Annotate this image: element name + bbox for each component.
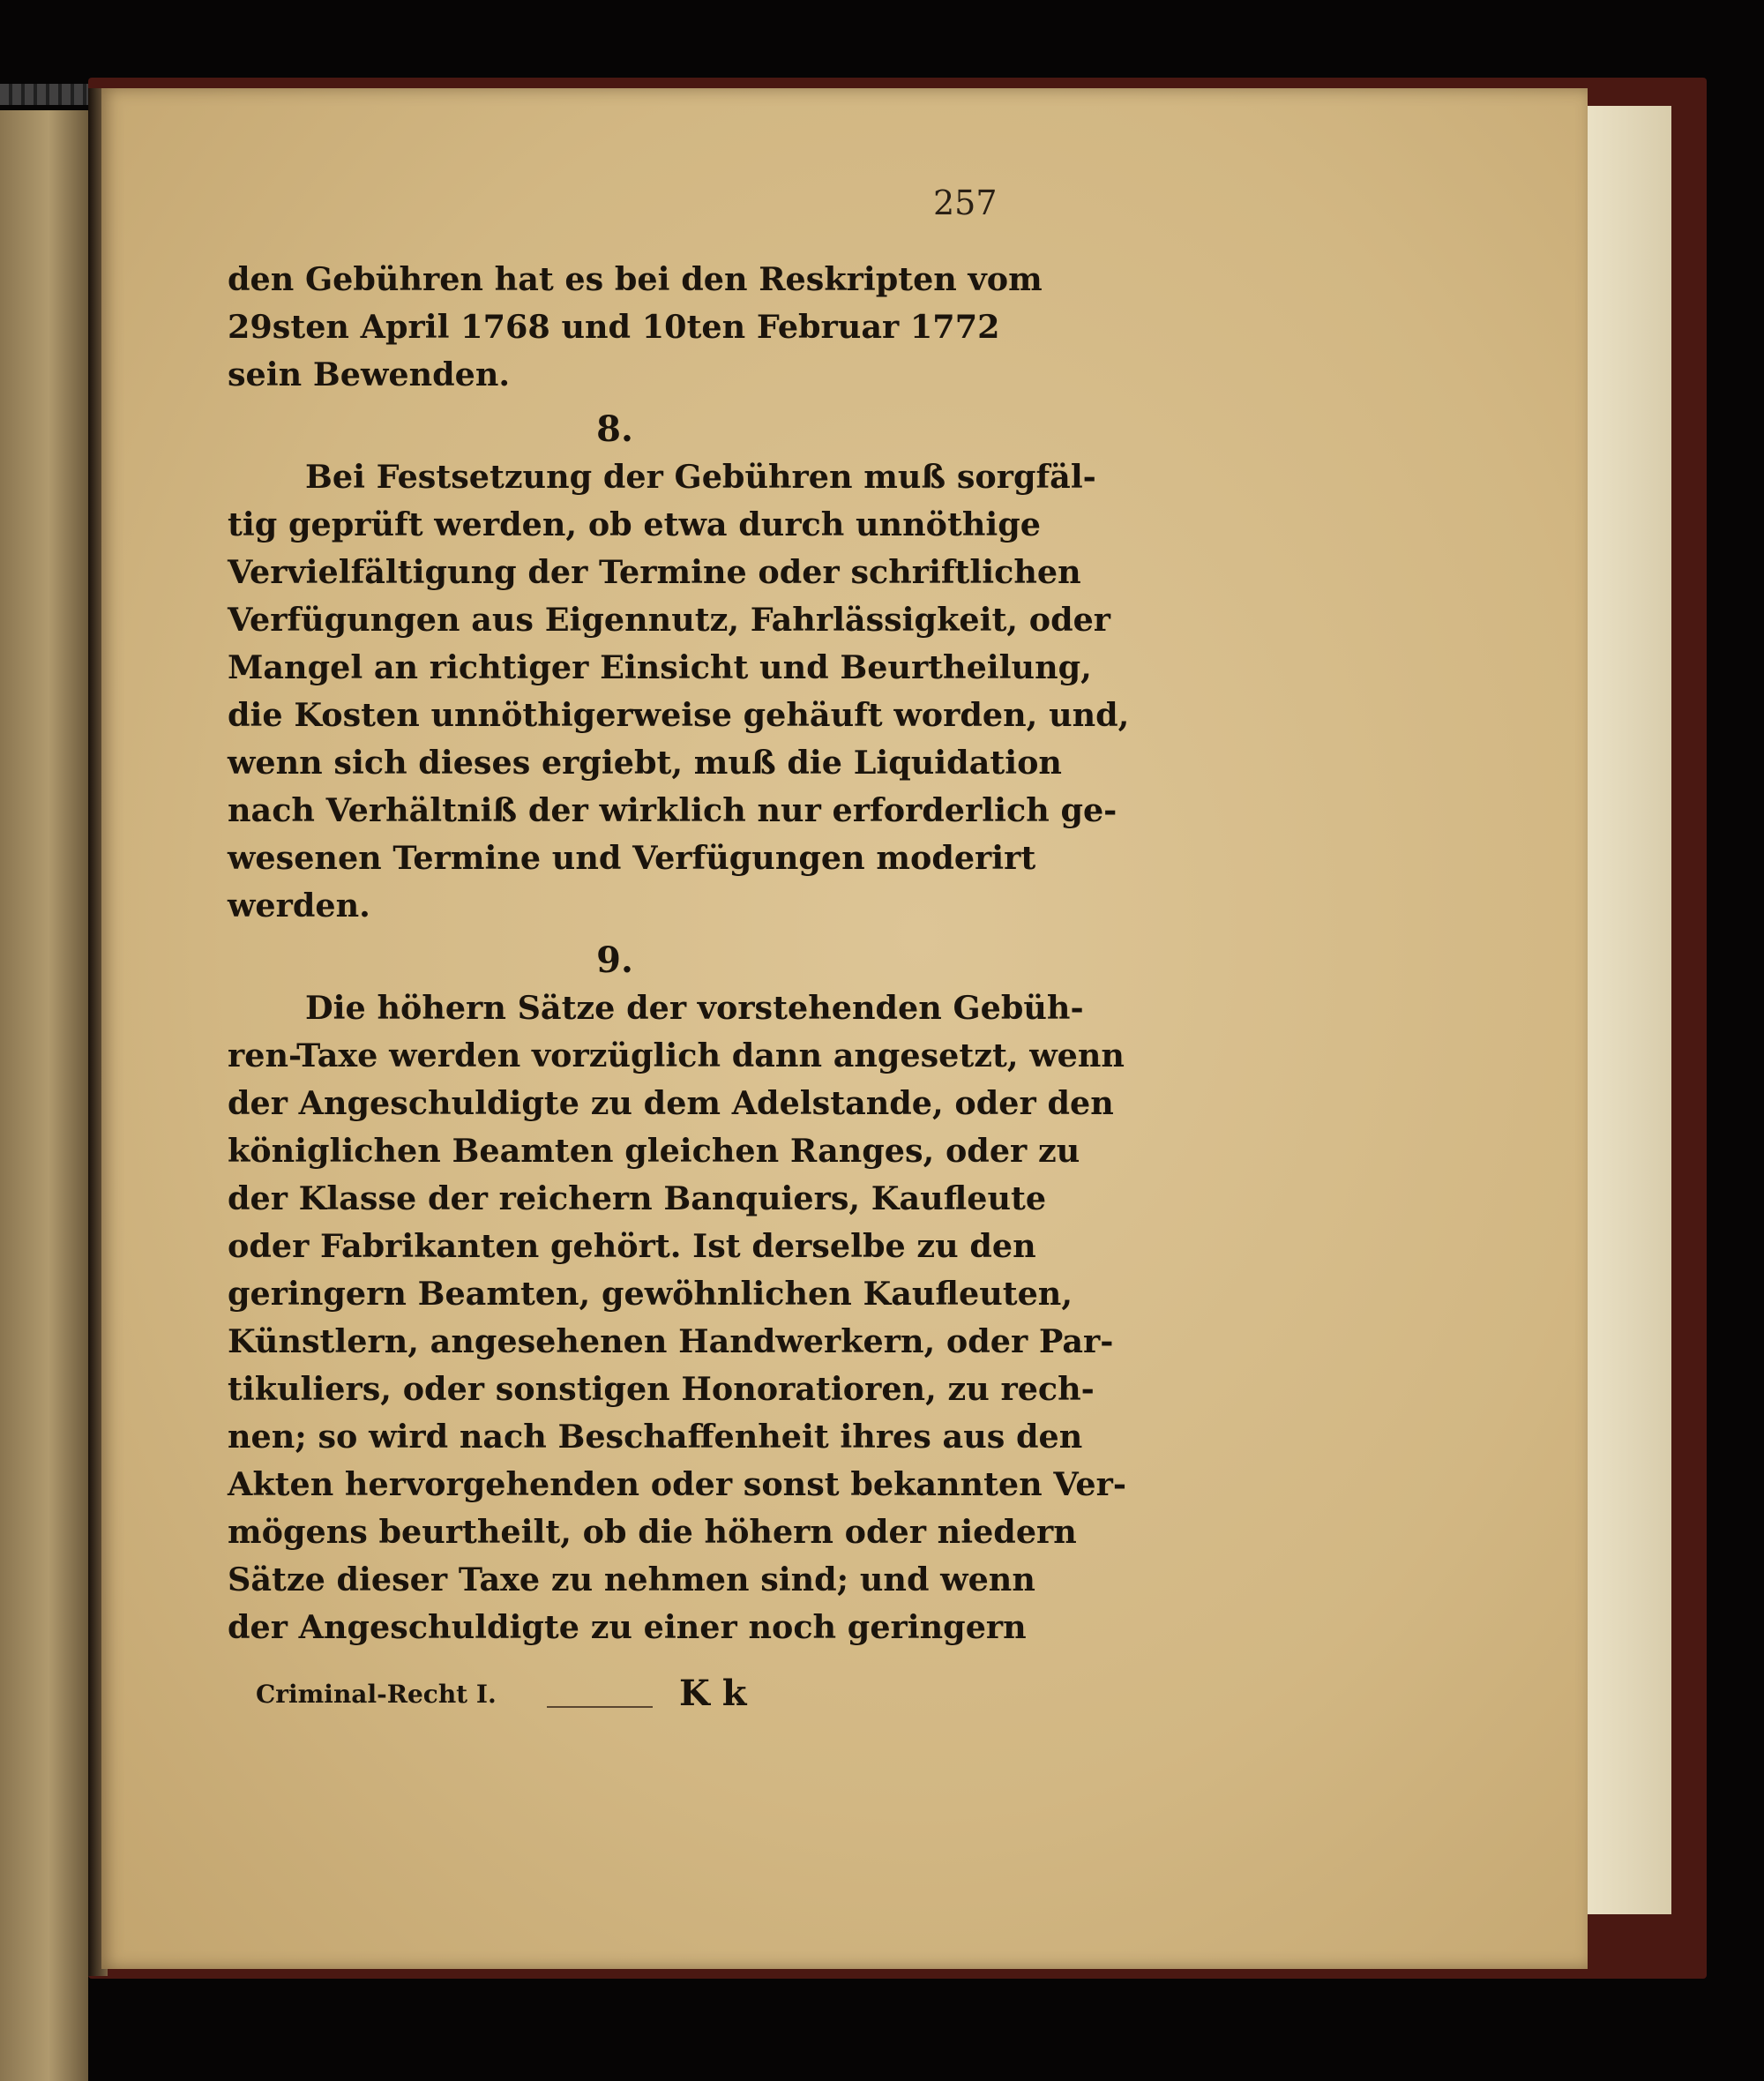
section-number: 9. — [596, 939, 633, 981]
text-line: Verfügungen aus Eigennutz, Fahrlässigkeit, oder — [228, 601, 1111, 639]
text-line: Mangel an richtiger Einsicht und Beurtheilung, — [228, 648, 1092, 686]
text-line: ren-Taxe werden vorzüglich dann angesetzt, wenn — [228, 1037, 1125, 1074]
text-line: den Gebühren hat es bei den Reskripten vom — [228, 260, 1043, 298]
text-line: wenn sich dieses ergiebt, muß die Liquidation — [228, 744, 1062, 782]
text-line: sein Bewenden. — [228, 356, 511, 393]
signature-mark: K k — [679, 1673, 747, 1714]
text-line: 29sten April 1768 und 10ten Februar 1772 — [228, 308, 1000, 346]
text-line: nach Verhältniß der wirklich nur erforderlich ge- — [228, 791, 1117, 829]
signature-line: Criminal-Recht I. — [256, 1680, 497, 1709]
text-line: königlichen Beamten gleichen Ranges, oder zu — [228, 1132, 1080, 1170]
text-line: oder Fabrikanten gehört. Ist derselbe zu den — [228, 1227, 1036, 1265]
text-line: Die höhern Sätze der vorstehenden Gebüh- — [305, 989, 1084, 1027]
footer-rule — [547, 1706, 653, 1708]
text-line: die Kosten unnöthigerweise gehäuft worden, und, — [228, 696, 1130, 734]
text-line: Vervielfältigung der Termine oder schriftlichen — [228, 553, 1081, 591]
text-line: wesenen Termine und Verfügungen moderirt — [228, 839, 1036, 877]
text-line: der Klasse der reichern Banquiers, Kaufleute — [228, 1179, 1047, 1217]
page-block-edge — [1579, 106, 1671, 1914]
text-line: Akten hervorgehenden oder sonst bekannten Ver- — [228, 1465, 1126, 1503]
section-number: 8. — [596, 408, 633, 450]
text-line: geringern Beamten, gewöhnlichen Kaufleuten, — [228, 1275, 1073, 1313]
text-line: Künstlern, angesehenen Handwerkern, oder Par- — [228, 1322, 1114, 1360]
text-line: mögens beurtheilt, ob die höhern oder niedern — [228, 1513, 1077, 1551]
text-line: tig geprüft werden, ob etwa durch unnöthige — [228, 505, 1041, 543]
text-line: der Angeschuldigte zu einer noch geringern — [228, 1608, 1027, 1646]
page-number: 257 — [933, 183, 998, 222]
text-line: tikuliers, oder sonstigen Honoratioren, zu rech- — [228, 1370, 1095, 1408]
text-line: werden. — [228, 887, 370, 924]
previous-page-edge — [0, 110, 88, 2081]
text-line: nen; so wird nach Beschaffenheit ihres aus den — [228, 1418, 1083, 1456]
text-line: der Angeschuldigte zu dem Adelstande, oder den — [228, 1084, 1114, 1122]
page-text — [228, 256, 1130, 1651]
text-line: Bei Festsetzung der Gebühren muß sorgfäl- — [305, 458, 1096, 496]
text-line: Sätze dieser Taxe zu nehmen sind; und wenn — [228, 1561, 1035, 1598]
